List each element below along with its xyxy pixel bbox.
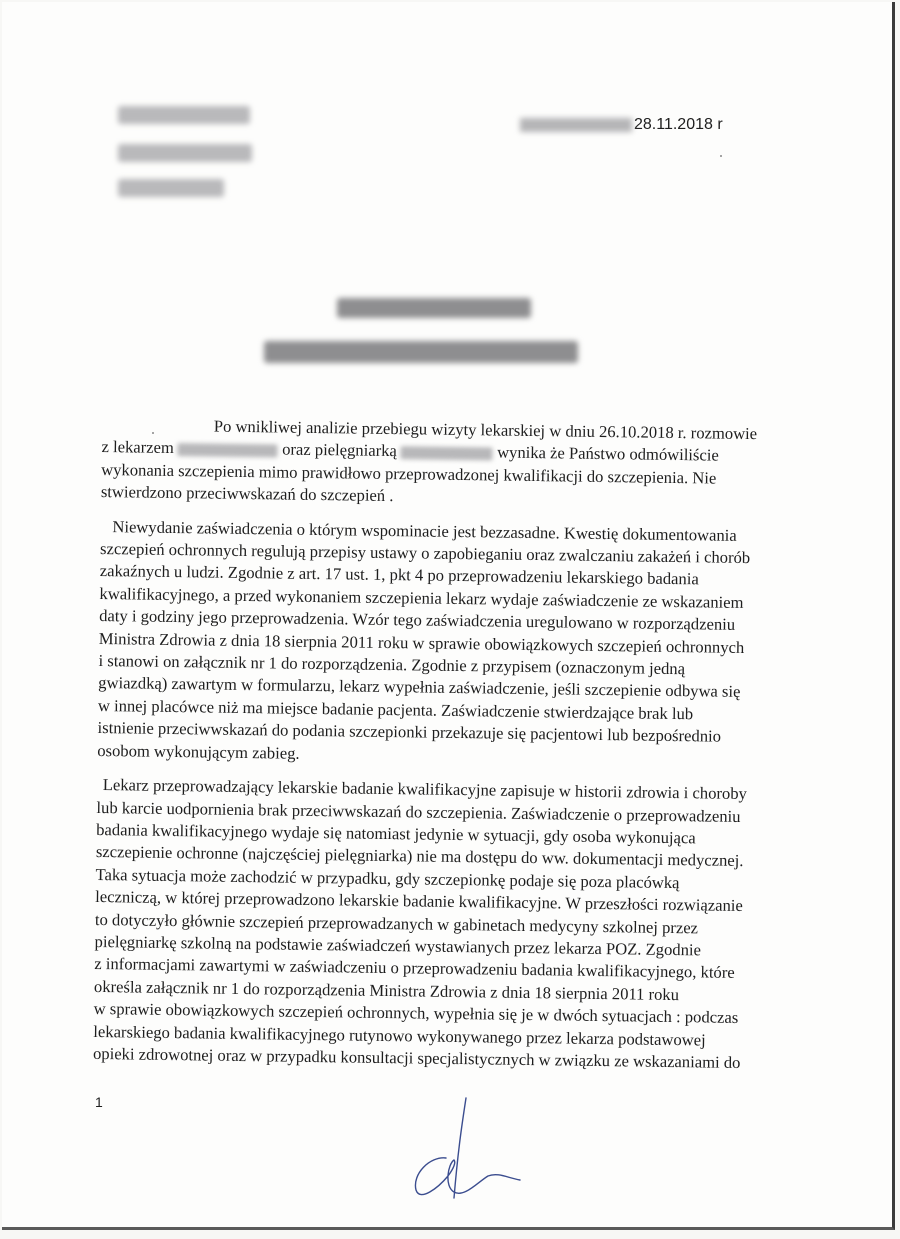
text-fragment: daty i godziny jego przeprowadzenia. Wzór tego zaświadczenia uregulowano w rozporządzeniu <box>99 606 736 635</box>
text-fragment: Ministra Zdrowia z dnia 18 sierpnia 2011 roku w sprawie obowiązkowych szczepień ochronnych <box>98 628 745 657</box>
body-paragraph-2 <box>97 516 780 772</box>
text-fragment: opieki zdrowotnej oraz w przypadku konsultacji specjalistycznych w związku ze wskazaniami do <box>92 1043 741 1072</box>
letter-body <box>93 414 782 1087</box>
name-redacted <box>401 446 493 460</box>
text-fragment: określa załącznik nr 1 do rozporządzenia Ministra Zdrowia z dnia 18 sierpnia 2011 roku <box>93 976 680 1004</box>
text-fragment: w sprawie obowiązkowych szczepień ochronnych, wypełnia się je w dwóch sytuacjach : podczas <box>93 999 739 1028</box>
text-fragment: oraz pielęgniarką <box>277 439 402 461</box>
text-fragment: Lekarz przeprowadzający lekarskie badanie kwalifikacyjne zapisuje w historii zdrowia i choroby <box>102 775 748 804</box>
text-fragment: gwiazdką) zawartym w formularzu, lekarz wypełnia zaświadczenie, jeśli szczepienie odbywa się <box>98 673 741 702</box>
text-fragment: zakaźnych u ludzi. Zgodnie z art. 17 ust. 1, pkt 4 po przeprowadzeniu lekarskiego badania <box>99 561 699 589</box>
text-fragment: z informacjami zawartymi w zaświadczeniu o przeprowadzeniu badania kwalifikacyjnego, które <box>94 954 735 983</box>
body-paragraph-1 <box>101 414 782 513</box>
letter-page <box>2 2 895 1230</box>
text-fragment: kwalifikacyjnego, a przed wykonaniem szczepienia lekarz wydaje zaświadczenie ze wskazaniem <box>99 583 744 612</box>
text-fragment: istnienie przeciwwskazań do podania szczepionki przekazuje się pacjentowi lub bezpośrednio <box>97 718 722 746</box>
text-fragment: szczepienie ochronne (najczęściej pielęgniarka) nie ma dostępu do ww. dokumentacji medycznej. <box>95 842 744 871</box>
text-fragment: Taka sytuacja może zachodzić w przypadku, gdy szczepionkę podaje się poza placówką <box>95 864 680 892</box>
page-number: 1 <box>95 1094 103 1110</box>
letter-date: 28.11.2018 r <box>520 116 723 134</box>
text-fragment: pielęgniarkę szkolną na podstawie zaświadczeń wystawianych przez lekarza POZ. Zgodnie <box>94 931 702 960</box>
text-fragment: to dotyczyło głównie szczepień przeprowadzanych w gabinetach medycyny szkolnej przez <box>94 909 699 937</box>
text-fragment: i stanowi on załącznik nr 1 do rozporządzenia. Zgodnie z przypisem (oznaczonym jedną <box>98 651 686 679</box>
text-fragment: lub karcie uodpornienia brak przeciwwskazań do szczepienia. Zaświadczenie o przeprowadzeniu <box>96 797 741 826</box>
text-fragment: osobom wykonującym zabieg. <box>97 740 300 763</box>
text-fragment: szczepień ochronnych regulują przepisy ustawy o zapobieganiu oraz zwalczaniu zakażeń i chorób <box>99 539 751 568</box>
text-fragment: leczniczą, w której przeprowadzono lekarskie badanie kwalifikacyjne. W przeszłości rozwiązanie <box>95 887 743 916</box>
text-fragment: w innej placówce niż ma miejsce badanie pacjenta. Zaświadczenie stwierdzające brak lub <box>97 695 694 724</box>
text-fragment: wynika że Państwo odmówiliście <box>492 442 719 466</box>
body-paragraph-3 <box>93 774 777 1075</box>
text-fragment: Niewydanie zaświadczenia o którym wspominacie jest bezzasadne. Kwestię dokumentowania <box>112 516 737 545</box>
text-fragment: z lekarzem <box>101 437 179 458</box>
text-fragment: badania kwalifikacyjnego wydaje się natomiast jedynie w sytuacji, gdy osoba wykonująca <box>96 819 696 848</box>
text-fragment: Po wnikliwej analizie przebiegu wizyty lekarskiej w dniu 26.10.2018 r. rozmowie <box>213 416 758 444</box>
location-redacted <box>520 118 632 132</box>
name-redacted <box>178 443 278 457</box>
handwritten-signature <box>402 1094 532 1204</box>
text-fragment: lekarskiego badania kwalifikacyjnego rutynowo wykonywanego przez lekarza podstawowej <box>93 1021 706 1050</box>
text-fragment: stwierdzono przeciwwskazań do szczepień . <box>100 482 394 506</box>
text-fragment: wykonania szczepienia mimo prawidłowo przeprowadzonej kwalifikacji do szczepienia. Nie <box>101 459 717 488</box>
